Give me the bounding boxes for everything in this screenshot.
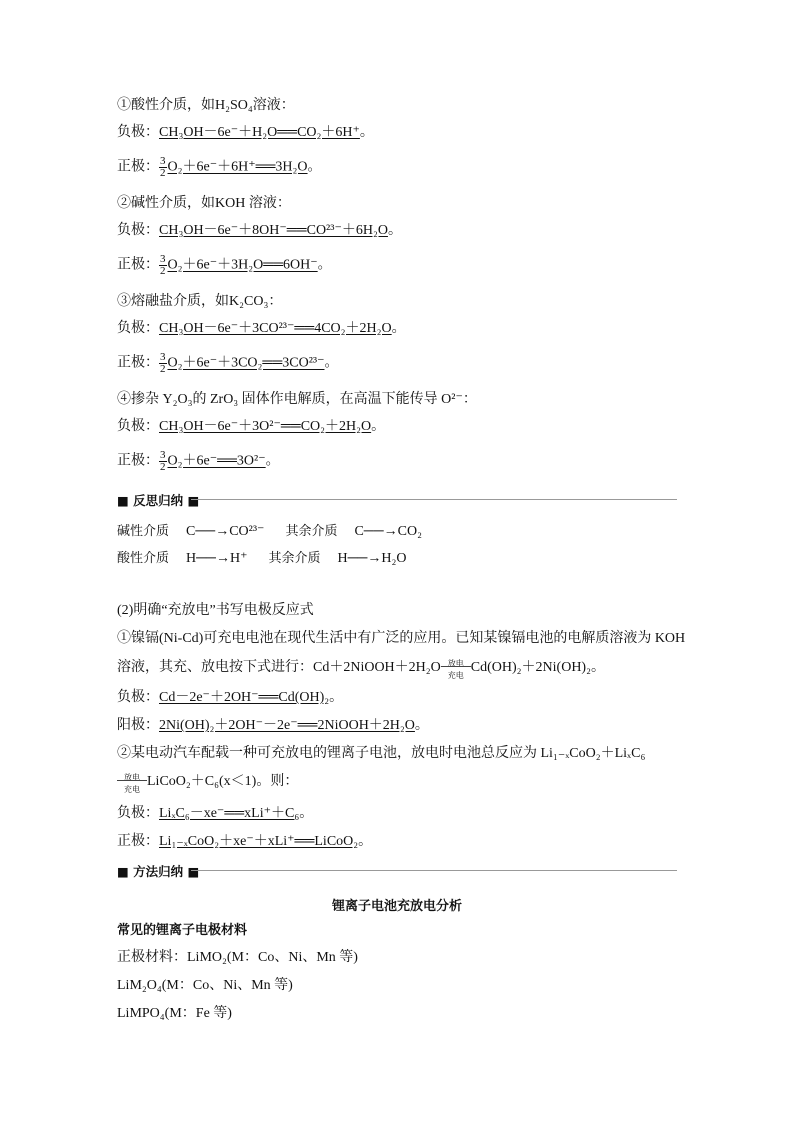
li-neg-equation: LiₓC₆－xe⁻══xLi⁺＋C₆	[159, 806, 300, 821]
solid-positive-line: 正极： $\frac{3}{2}$ O₂＋6e⁻══3O²⁻。	[117, 449, 280, 473]
reflection-label: 碱性介质	[117, 524, 170, 539]
reflection-label: 其余介质	[285, 524, 338, 539]
li-positive-line: 正极：Li₁₋ₓCoO₂＋xe⁻＋xLi⁺══LiCoO₂。	[117, 834, 373, 849]
reflection-label: 其余介质	[268, 551, 321, 566]
lithium-analysis-title: 锂离子电池充放电分析	[331, 899, 462, 914]
fraction-three-halves: $\frac{3}{2}$	[160, 253, 166, 277]
reflection-expr: H──→H₂O	[337, 551, 407, 566]
li-pos-label: 正极：	[117, 834, 159, 849]
reflection-title: ■ 反思归纳 ■	[117, 493, 200, 508]
method-section-bar	[117, 862, 677, 880]
reflection-section-bar	[117, 491, 677, 509]
base-positive-line: 正极： $\frac{3}{2}$ O₂＋6e⁻＋3H₂O══6OH⁻。	[117, 253, 332, 277]
li-pos-equation: Li₁₋ₓCoO₂＋xe⁻＋xLi⁺══LiCoO₂	[159, 834, 359, 849]
molten-heading: ③熔融盐介质，如K₂CO₃：	[117, 294, 283, 309]
cathode-material-line-1: 正极材料：LiMO₂(M：Co、Ni、Mn 等)	[117, 950, 358, 965]
cathode-material-line-3: LiMPO₄(M：Fe 等)	[117, 1006, 232, 1021]
reflection-expr: C──→CO₂	[354, 524, 422, 539]
solid-heading: ④掺杂 Y₂O₃的 ZrO₃ 固体作电解质，在高温下能传导 O²⁻：	[117, 392, 477, 407]
nicd-anode-equation: 2Ni(OH)₂＋2OH⁻－2e⁻══2NiOOH＋2H₂O	[159, 718, 415, 733]
acid-neg-equation: CH₃OH－6e⁻＋H₂O══CO₂＋6H⁺	[159, 125, 360, 140]
molten-pos-equation: O₂＋6e⁻＋3CO₂══3CO²³⁻	[167, 355, 325, 371]
solid-neg-equation: CH₃OH－6e⁻＋3O²⁻══CO₂＋2H₂O	[159, 419, 372, 434]
acid-pos-equation: O₂＋6e⁻＋6H⁺══3H₂O	[167, 159, 308, 175]
acid-heading: ①酸性介质，如H₂SO₄溶液：	[117, 98, 295, 113]
base-heading: ②碱性介质，如KOH 溶液：	[117, 196, 291, 211]
nicd-paragraph-line-2: 溶液，其充、放电按下式进行：Cd＋2NiOOH＋2H₂O 放电 充电 Cd(OH)₂＋2Ni(OH)₂。	[117, 658, 605, 680]
molten-pos-label: 正极：	[117, 355, 159, 371]
base-pos-equation: O₂＋6e⁻＋3H₂O══6OH⁻	[167, 257, 318, 273]
fraction-three-halves: $\frac{3}{2}$	[160, 155, 166, 179]
electrode-materials-heading: 常见的锂离子电极材料	[117, 923, 248, 938]
base-pos-label: 正极：	[117, 257, 159, 273]
acid-pos-label: 正极：	[117, 159, 159, 175]
method-title: ■ 方法归纳 ■	[117, 864, 200, 879]
li-paragraph-line-1: ②某电动汽车配载一种可充放电的锂离子电池，放电时电池总反应为 Li₁₋ₓCoO₂＋LiₓC₆	[117, 746, 646, 761]
li-negative-line: 负极：LiₓC₆－xe⁻══xLi⁺＋C₆。	[117, 806, 314, 821]
section-divider	[191, 499, 677, 500]
section-divider	[191, 870, 677, 871]
cathode-material-line-2: LiM₂O₄(M：Co、Ni、Mn 等)	[117, 978, 293, 993]
acid-positive-line: 正极： $\frac{3}{2}$ O₂＋6e⁻＋6H⁺══3H₂O。	[117, 155, 322, 179]
charge-heading: (2)明确“充放电”书写电极反应式	[117, 603, 314, 618]
reflection-expr: C──→CO²³⁻	[186, 524, 265, 539]
nicd-neg-label: 负极：	[117, 690, 159, 705]
solid-neg-label: 负极：	[117, 419, 159, 434]
reversible-arrow-condition: 放电 充电	[441, 661, 471, 675]
nicd-anode-line: 阳极：2Ni(OH)₂＋2OH⁻－2e⁻══2NiOOH＋2H₂O。	[117, 718, 429, 733]
fraction-three-halves: $\frac{3}{2}$	[160, 351, 166, 375]
nicd-paragraph-line-1: ①镍镉(Ni-Cd)可充电电池在现代生活中有广泛的应用。已知某镍镉电池的电解质溶液为 KOH	[117, 631, 686, 646]
reflection-label: 酸性介质	[117, 551, 170, 566]
acid-neg-label: 负极：	[117, 125, 159, 140]
molten-neg-equation: CH₃OH－6e⁻＋3CO²³⁻══4CO₂＋2H₂O	[159, 321, 392, 336]
li-neg-label: 负极：	[117, 806, 159, 821]
reflection-expr: H──→H⁺	[186, 551, 248, 566]
nicd-anode-label: 阳极：	[117, 718, 159, 733]
acid-negative-line: 负极：CH₃OH－6e⁻＋H₂O══CO₂＋6H⁺。	[117, 125, 374, 140]
nicd-neg-equation: Cd－2e⁻＋2OH⁻══Cd(OH)₂	[159, 690, 330, 705]
nicd-negative-line: 负极：Cd－2e⁻＋2OH⁻══Cd(OH)₂。	[117, 690, 344, 705]
li-paragraph-line-2: 放电 充电 LiCoO₂＋C₆(x＜1)。则：	[117, 773, 298, 791]
solid-pos-equation: O₂＋6e⁻══3O²⁻	[167, 453, 266, 469]
reversible-arrow-condition: 放电 充电	[117, 775, 147, 789]
base-neg-label: 负极：	[117, 223, 159, 238]
reflection-row-1	[117, 523, 422, 541]
base-neg-equation: CH₃OH－6e⁻＋8OH⁻══CO²³⁻＋6H₂O	[159, 223, 388, 238]
solid-pos-label: 正极：	[117, 453, 159, 469]
molten-neg-label: 负极：	[117, 321, 159, 336]
molten-positive-line: 正极： $\frac{3}{2}$ O₂＋6e⁻＋3CO₂══3CO²³⁻。	[117, 351, 339, 375]
fraction-three-halves: $\frac{3}{2}$	[160, 449, 166, 473]
molten-negative-line: 负极：CH₃OH－6e⁻＋3CO²³⁻══4CO₂＋2H₂O。	[117, 321, 406, 336]
solid-negative-line: 负极：CH₃OH－6e⁻＋3O²⁻══CO₂＋2H₂O。	[117, 419, 386, 434]
reflection-row-2	[117, 550, 407, 568]
base-negative-line: 负极：CH₃OH－6e⁻＋8OH⁻══CO²³⁻＋6H₂O。	[117, 223, 402, 238]
